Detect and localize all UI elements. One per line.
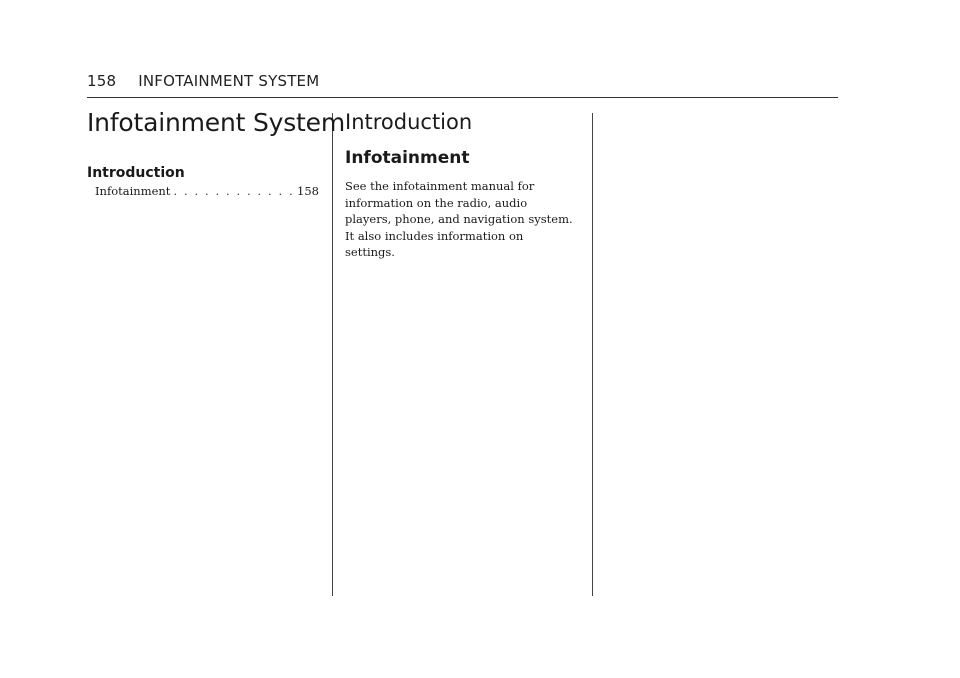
body-line: See the infotainment manual for xyxy=(345,179,535,193)
toc-entry-page: 158 xyxy=(297,184,319,198)
toc-heading: Introduction xyxy=(87,165,185,181)
column-divider-right xyxy=(592,113,593,596)
page-number: 158 xyxy=(87,72,117,90)
body-line: settings. xyxy=(345,245,395,259)
section-title: Introduction xyxy=(345,110,473,134)
body-paragraph xyxy=(345,178,585,261)
header-rule xyxy=(87,97,838,98)
toc-entry-label: Infotainment xyxy=(95,184,171,198)
column-divider-left xyxy=(332,113,333,596)
body-line: information on the radio, audio xyxy=(345,195,528,210)
chapter-title: Infotainment System xyxy=(87,108,345,137)
running-header xyxy=(87,72,319,90)
toc-dot-leader xyxy=(173,184,294,198)
body-line: It also includes information on xyxy=(345,228,524,243)
toc-entry-infotainment[interactable] xyxy=(95,184,319,198)
running-header-section: INFOTAINMENT SYSTEM xyxy=(138,72,320,90)
body-line: players, phone, and navigation system. xyxy=(345,212,573,226)
subsection-title: Infotainment xyxy=(345,148,470,168)
